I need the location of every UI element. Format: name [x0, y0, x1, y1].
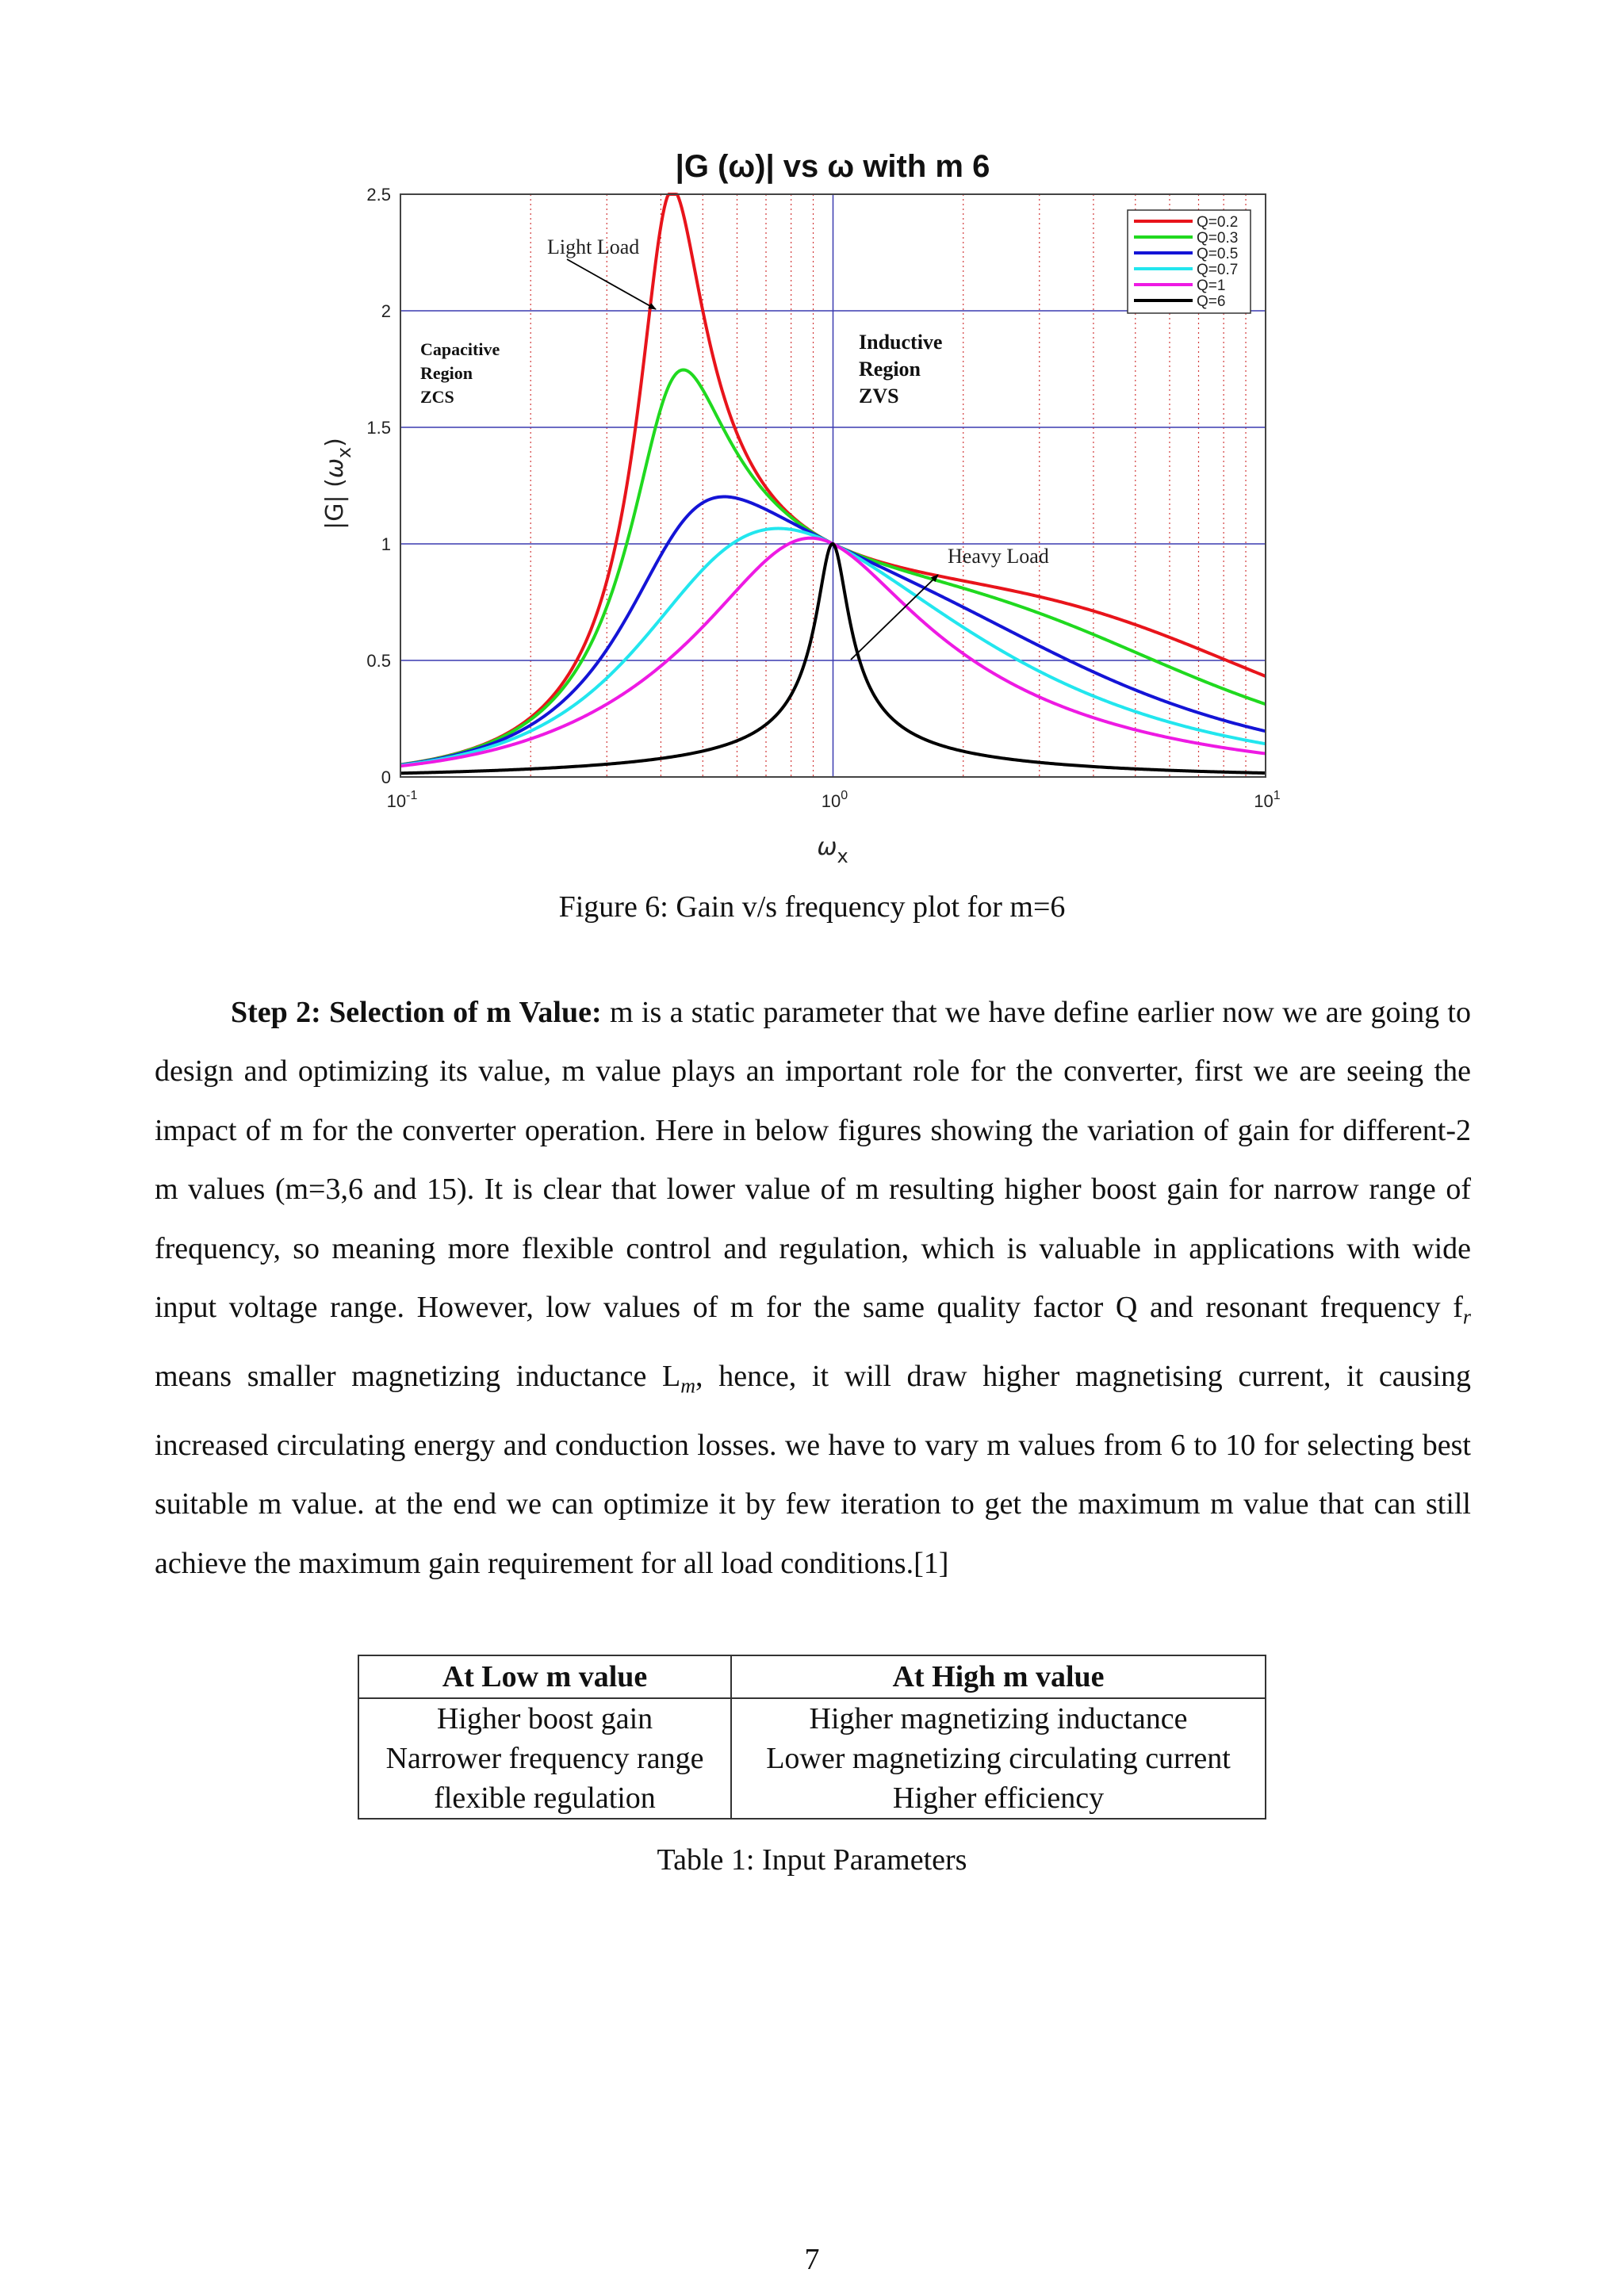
light-load-label: Light Load	[547, 235, 640, 258]
legend	[1128, 210, 1251, 313]
body-paragraph	[155, 983, 1471, 1593]
y-tick-label: 1	[381, 534, 391, 554]
y-axis-label: |G| $(\omega_x)$	[321, 438, 355, 530]
table-row	[358, 1698, 1266, 1739]
x-tick-label: $10^0$	[821, 789, 848, 811]
y-tick-label: 1.5	[366, 418, 391, 438]
paragraph-part-1: m is a static parameter that we have define earlier now we are going to design and optimizing its value, m value plays an important role for the converter, first we are seeing the impact of m for the converter operation. Here in below figures showing the variation of gain for different-2 m values (m=3,6 and 15). It is clear that lower value of m resulting higher boost gain for narrow range of frequency, so meaning more flexible control and regulation, which is valuable in applications with wide input voltage range. However, low values of m for the same quality factor Q and resonant frequency f	[155, 996, 1471, 1325]
step-heading: Step 2: Selection of m Value:	[231, 996, 602, 1029]
table-cell: Higher magnetizing inductance	[731, 1698, 1266, 1739]
x-tick-label: $10^1$	[1254, 789, 1281, 811]
table-cell: Lower magnetizing circulating current	[731, 1739, 1266, 1778]
paragraph-part-3: , hence, it will draw higher magnetising current, it causing increased circulating energy and conduction losses. we have to vary m values from 6 to 10 for selecting best suitable m value. at the end we can optimize it by few iteration to get the maximum m value that can still achieve the maximum gain requirement for all load conditions.[1]	[155, 1360, 1472, 1580]
table-cell: Higher efficiency	[731, 1778, 1266, 1819]
y-tick-label: 2	[381, 301, 391, 321]
light-load-arrow	[567, 259, 656, 309]
fr-subscript: r	[1462, 1305, 1471, 1329]
table-cell: Higher boost gain	[358, 1698, 731, 1739]
capacitive-region-label: Capacitive	[420, 339, 500, 359]
parameters-table	[358, 1655, 1266, 1820]
table-row	[358, 1739, 1266, 1778]
inductive-region-label: Region	[859, 358, 921, 381]
heavy-load-arrow	[851, 575, 938, 660]
capacitive-region-label: Region	[420, 363, 473, 383]
table-cell: Narrower frequency range	[358, 1739, 731, 1778]
gain-chart	[301, 143, 1293, 872]
lm-subscript: m	[680, 1374, 696, 1398]
paragraph-part-2: means smaller magnetizing inductance L	[155, 1360, 681, 1394]
y-tick-label: 0.5	[366, 651, 391, 671]
legend-label: Q=0.5	[1197, 246, 1239, 262]
legend-label: Q=6	[1197, 293, 1226, 310]
table-header: At High m value	[731, 1655, 1266, 1698]
inductive-region-label: ZVS	[859, 385, 899, 408]
figure-caption: Figure 6: Gain v/s frequency plot for m=6	[558, 890, 1066, 924]
table-row	[358, 1778, 1266, 1819]
page-number: 7	[804, 2243, 820, 2276]
legend-label: Q=0.7	[1197, 262, 1239, 278]
legend-label: Q=0.2	[1197, 214, 1239, 231]
chart-title: |G (ω)| vs ω with m 6	[675, 149, 990, 184]
table-header-row	[358, 1655, 1266, 1698]
table-caption: Table 1: Input Parameters	[657, 1843, 967, 1877]
x-axis-label: $\omega_x$	[817, 833, 848, 867]
capacitive-region-label: ZCS	[420, 387, 454, 407]
legend-label: Q=1	[1197, 277, 1226, 294]
heavy-load-label: Heavy Load	[948, 545, 1049, 568]
y-tick-label: 0	[381, 767, 391, 787]
table-cell: flexible regulation	[358, 1778, 731, 1819]
inductive-region-label: Inductive	[859, 331, 943, 354]
legend-label: Q=0.3	[1197, 230, 1239, 247]
y-tick-label: 2.5	[366, 185, 391, 205]
x-tick-label: $10^{-1}$	[386, 789, 418, 811]
table-header: At Low m value	[358, 1655, 731, 1698]
